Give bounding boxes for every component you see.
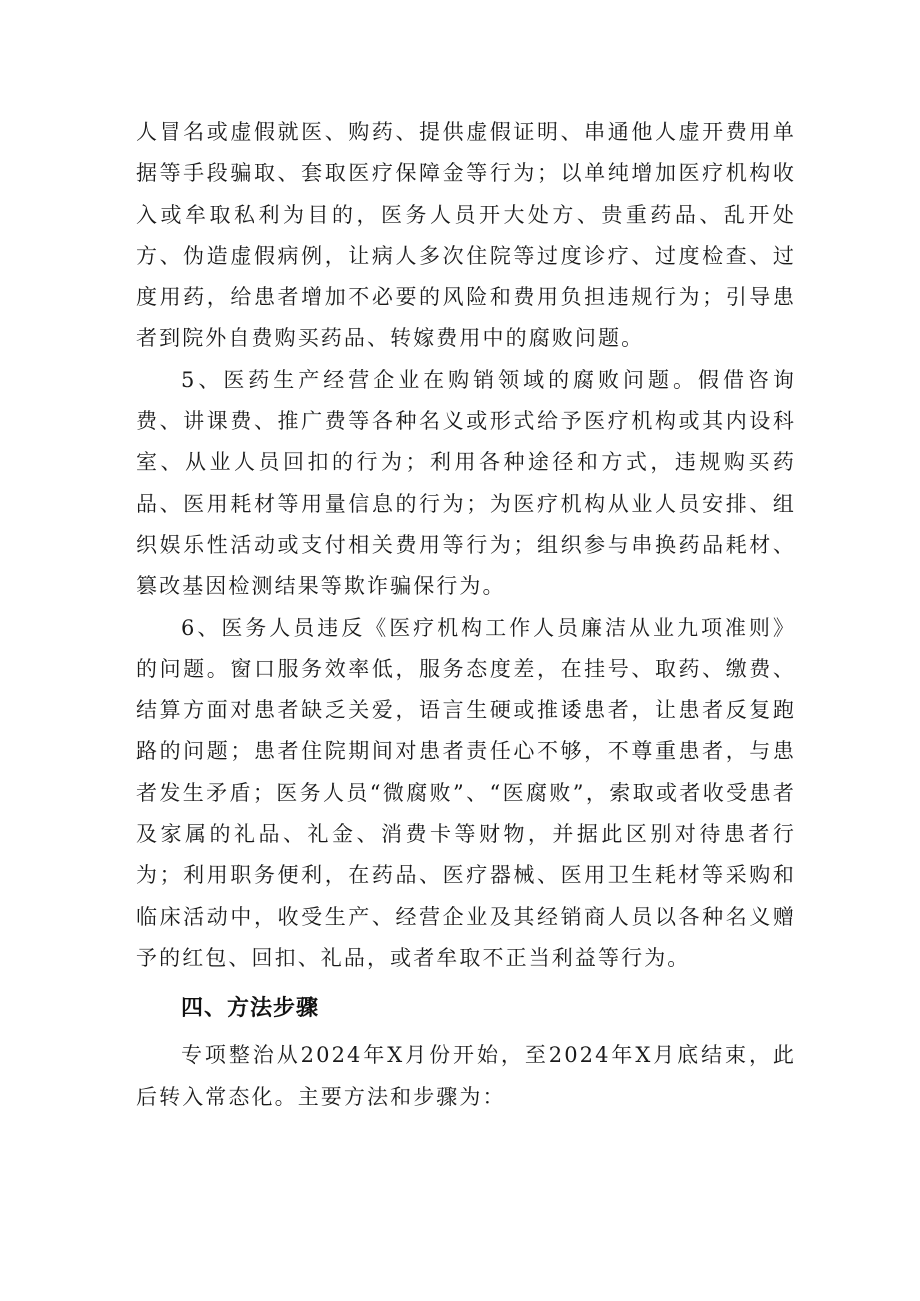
section-heading: 四、方法步骤 <box>181 996 320 1022</box>
paragraph-item-6: 6、医务人员违反《医疗机构工作人员廉洁从业九项准则》的问题。窗口服务效率低，服务态度差，在挂号、取药、缴费、结算方面对患者缺乏关爱，语言生硬或推诿患者，让患者反复跑路的问题；患者住院期间对患者责任心不够，不尊重患者，与患者发生矛盾；医务人员“微腐败”、“医腐败”，索取或者收受患者及家属的礼品、礼金、消费卡等财物，并据此区别对待患者行为；利用职务便利，在药品、医疗器械、医用卫生耗材等采购和临床活动中，收受生产、经营企业及其经销商人员以各种名义赠予的红包、回扣、礼品，或者牟取不正当利益等行为。 <box>136 615 796 970</box>
document-page <box>136 112 796 1118</box>
paragraph-item-5: 5、医药生产经营企业在购销领域的腐败问题。假借咨询费、讲课费、推广费等各种名义或形式给予医疗机构或其内设科室、从业人员回扣的行为；利用各种途径和方式，违规购买药品、医用耗材等用量信息的行为；为医疗机构从业人员安排、组织娱乐性活动或支付相关费用等行为；组织参与串换药品耗材、篡改基因检测结果等欺诈骗保行为。 <box>136 367 796 599</box>
paragraph-continuation: 人冒名或虚假就医、购药、提供虚假证明、串通他人虚开费用单据等手段骗取、套取医疗保障金等行为；以单纯增加医疗机构收入或牟取私利为目的，医务人员开大处方、贵重药品、乱开处方、伪造虚假病例，让病人多次住院等过度诊疗、过度检查、过度用药，给患者增加不必要的风险和费用负担违规行为；引导患者到院外自费购买药品、转嫁费用中的腐败问题。 <box>136 120 796 351</box>
paragraph-closing: 专项整治从2024年X月份开始，至2024年X月底结束，此后转入常态化。主要方法和步骤为： <box>136 1043 796 1109</box>
